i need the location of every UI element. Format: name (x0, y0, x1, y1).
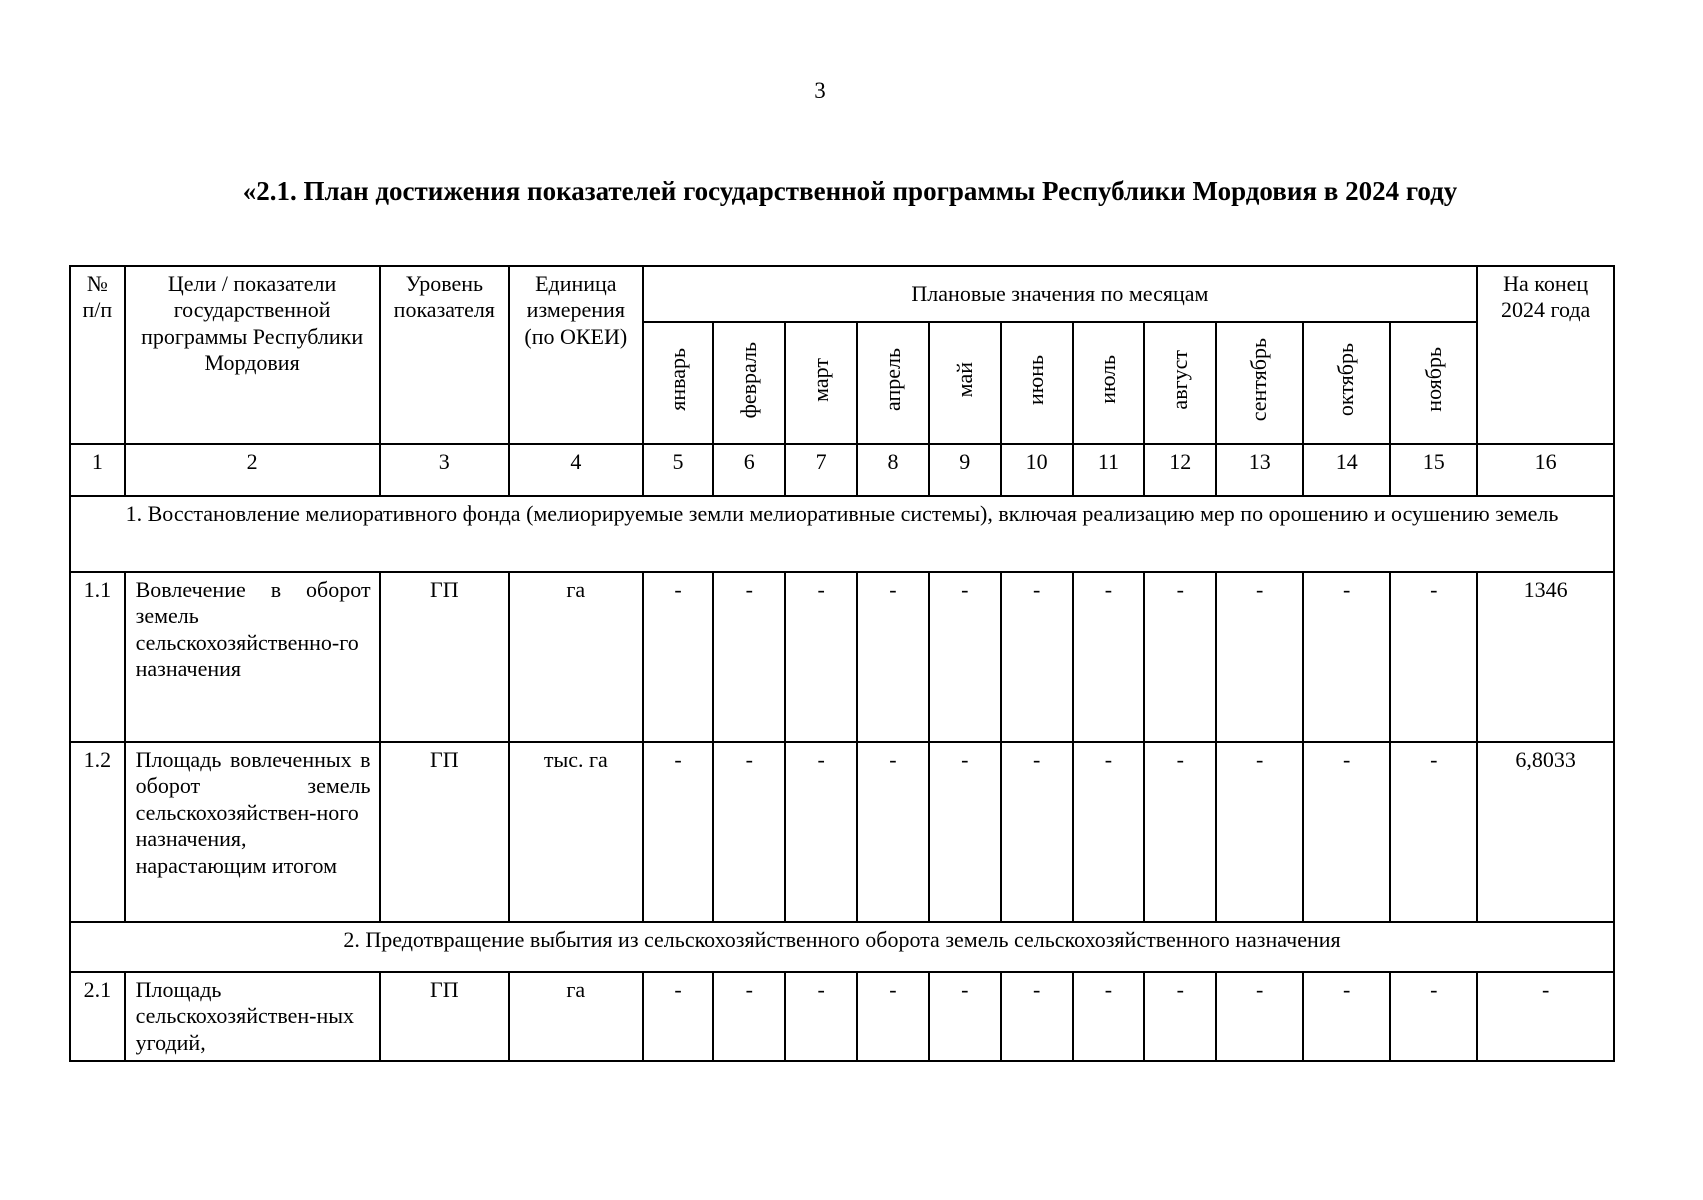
section-title: 2. Предотвращение выбытия из сельскохозяйственного оборота земель сельскохозяйственного назначения (70, 922, 1614, 972)
month-value: - (1216, 742, 1303, 922)
table-row (70, 572, 1614, 742)
row-num: 1.2 (70, 742, 125, 922)
column-number: 13 (1216, 444, 1303, 496)
month-label: февраль (736, 341, 762, 418)
month-label: март (807, 357, 833, 402)
indicator-level: ГП (380, 572, 509, 742)
column-number: 5 (643, 444, 714, 496)
indicator-unit: тыс. га (509, 742, 643, 922)
column-numbers-row (70, 444, 1614, 496)
month-label: август (1167, 350, 1193, 410)
indicator-level: ГП (380, 742, 509, 922)
header-goals: Цели / показатели государственной программы Республики Мордовия (125, 266, 380, 444)
column-number: 15 (1390, 444, 1477, 496)
table-row (70, 742, 1614, 922)
month-value: - (1390, 742, 1477, 922)
month-header (857, 322, 929, 444)
document-title: «2.1. План достижения показателей государственной программы Республики Мордовия в 2024 году (242, 176, 1458, 206)
month-value: - (713, 742, 785, 922)
month-header (1001, 322, 1073, 444)
column-number: 12 (1144, 444, 1216, 496)
indicator-name: Вовлечение в оборот земель сельскохозяйственно-го назначения (125, 572, 380, 742)
month-label: июнь (1023, 354, 1049, 405)
month-value: - (1001, 572, 1073, 742)
month-value: - (1073, 572, 1145, 742)
indicator-name: Площадь вовлеченных в оборот земель сельскохозяйствен-ного назначения, нарастающим итогом (125, 742, 380, 922)
header-year-end: На конец 2024 года (1477, 266, 1614, 444)
header-row (70, 266, 1614, 322)
month-value: - (929, 972, 1001, 1061)
month-value: - (1390, 972, 1477, 1061)
month-header (1303, 322, 1390, 444)
month-value: - (643, 742, 714, 922)
month-header (1073, 322, 1145, 444)
indicator-name: Площадь сельскохозяйствен-ных угодий, (125, 972, 380, 1061)
month-header (1390, 322, 1477, 444)
column-number: 6 (713, 444, 785, 496)
year-end-value: 6,8033 (1477, 742, 1614, 922)
year-end-value: - (1477, 972, 1614, 1061)
column-number: 2 (125, 444, 380, 496)
month-value: - (785, 742, 857, 922)
header-unit: Единица измерения (по ОКЕИ) (509, 266, 643, 444)
section-row (70, 922, 1614, 972)
page-number: 3 (814, 78, 826, 103)
month-value: - (929, 742, 1001, 922)
month-value: - (713, 572, 785, 742)
header-level: Уровень показателя (380, 266, 509, 444)
month-value: - (643, 572, 714, 742)
month-header (1216, 322, 1303, 444)
month-value: - (857, 572, 929, 742)
month-value: - (1216, 972, 1303, 1061)
month-label: июль (1095, 355, 1121, 405)
row-num: 1.1 (70, 572, 125, 742)
month-value: - (1001, 742, 1073, 922)
column-number: 9 (929, 444, 1001, 496)
month-value: - (857, 742, 929, 922)
month-value: - (1073, 742, 1145, 922)
indicator-level: ГП (380, 972, 509, 1061)
month-label: январь (664, 348, 690, 412)
month-header (713, 322, 785, 444)
column-number: 10 (1001, 444, 1073, 496)
column-number: 3 (380, 444, 509, 496)
month-value: - (929, 572, 1001, 742)
table-row (70, 972, 1614, 1061)
month-value: - (1303, 742, 1390, 922)
header-num: № п/п (70, 266, 125, 444)
year-end-value: 1346 (1477, 572, 1614, 742)
header-months-title: Плановые значения по месяцам (643, 266, 1478, 322)
plan-table (69, 265, 1615, 1062)
month-header (643, 322, 714, 444)
section-title: 1. Восстановление мелиоративного фонда (мелиорируемые земли мелиоративные системы), включая реализацию мер по орошению и осушению земель (70, 496, 1614, 572)
section-row (70, 496, 1614, 572)
month-value: - (785, 972, 857, 1061)
month-value: - (643, 972, 714, 1061)
month-value: - (1216, 572, 1303, 742)
month-value: - (1303, 972, 1390, 1061)
month-label: сентябрь (1246, 338, 1272, 422)
month-header (785, 322, 857, 444)
indicator-unit: га (509, 572, 643, 742)
month-value: - (1390, 572, 1477, 742)
column-number: 4 (509, 444, 643, 496)
column-number: 7 (785, 444, 857, 496)
month-value: - (785, 572, 857, 742)
column-number: 14 (1303, 444, 1390, 496)
month-header (1144, 322, 1216, 444)
column-number: 1 (70, 444, 125, 496)
month-label: май (951, 362, 977, 398)
column-number: 8 (857, 444, 929, 496)
month-header (929, 322, 1001, 444)
month-value: - (1001, 972, 1073, 1061)
month-value: - (1303, 572, 1390, 742)
month-label: октябрь (1333, 343, 1359, 417)
indicator-unit: га (509, 972, 643, 1061)
row-num: 2.1 (70, 972, 125, 1061)
month-label: апрель (879, 348, 905, 412)
month-value: - (1144, 972, 1216, 1061)
column-number: 16 (1477, 444, 1614, 496)
month-label: ноябрь (1420, 347, 1446, 413)
month-value: - (713, 972, 785, 1061)
column-number: 11 (1073, 444, 1145, 496)
month-value: - (1073, 972, 1145, 1061)
month-value: - (1144, 742, 1216, 922)
month-value: - (857, 972, 929, 1061)
month-value: - (1144, 572, 1216, 742)
